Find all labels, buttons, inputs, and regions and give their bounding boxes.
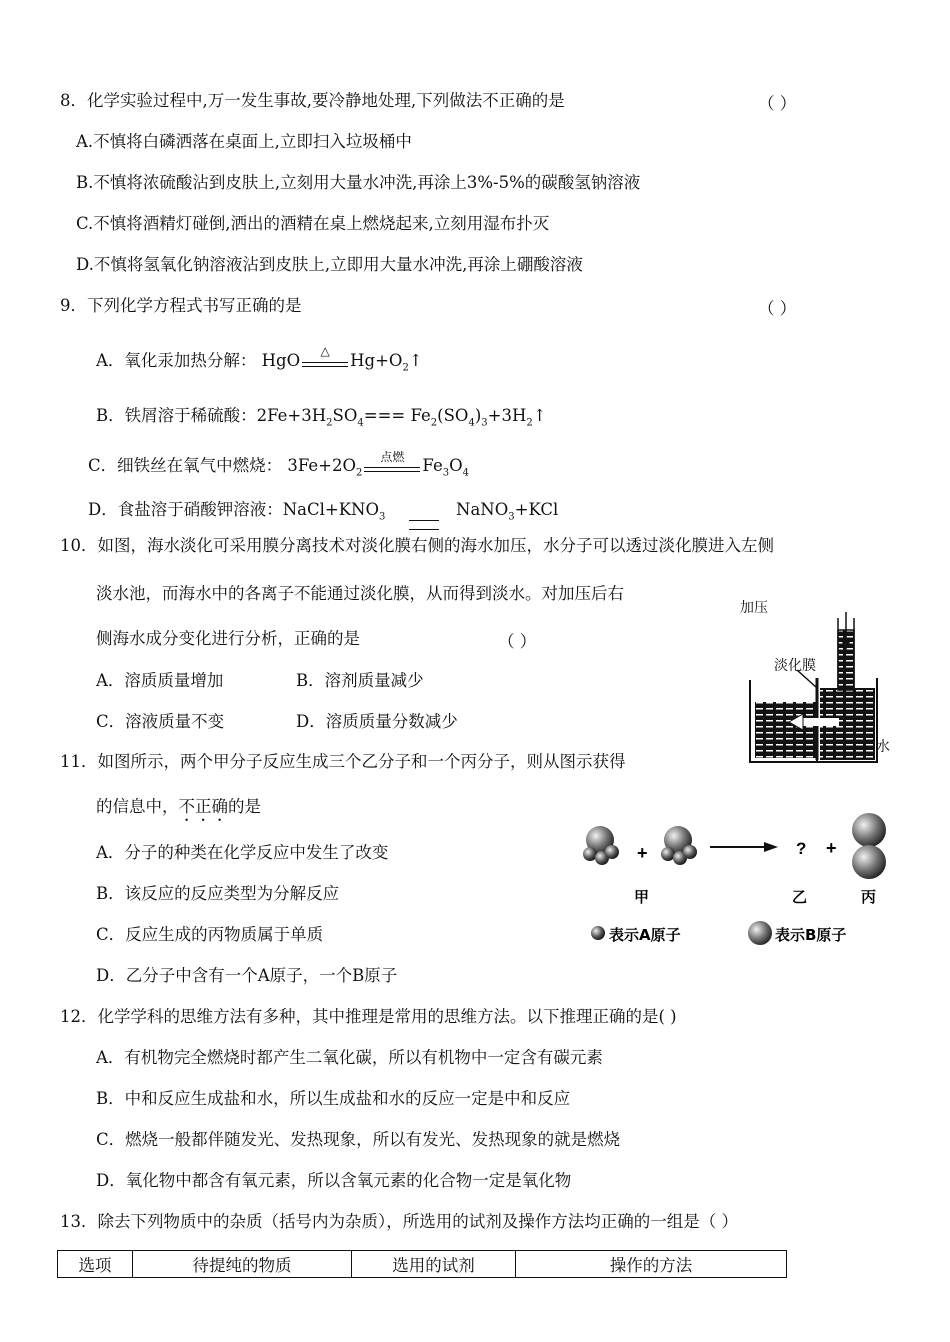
molecule-jia-2 xyxy=(661,826,697,865)
q9-option-c: C．细铁丝在氧气中燃烧： $3Fe+2O_2$ 点燃 $Fe_3O_4$ xyxy=(88,449,470,479)
q9-a-right: Hg+O xyxy=(350,351,403,370)
label-jia: 甲 xyxy=(634,888,650,906)
q9-c-eqsign xyxy=(364,449,420,478)
q8-answer-paren: （ ） xyxy=(758,94,797,113)
q12-stem: 12．化学学科的思维方法有多种，其中推理是常用的思维方法。以下推理正确的是( ) xyxy=(60,1007,677,1026)
q11-option-b: B．该反应的反应类型为分解反应 xyxy=(96,884,340,903)
q10-answer-paren: （ ） xyxy=(498,632,537,651)
q10-option-d: D．溶质质量分数减少 xyxy=(296,712,458,731)
q10-option-b: B．溶剂质量减少 xyxy=(296,671,424,690)
up-arrow-icon: ↑ xyxy=(408,351,423,370)
up-arrow-icon: ↑ xyxy=(532,406,547,425)
q9-c-label: C．细铁丝在氧气中燃烧： xyxy=(88,456,283,475)
q13-table xyxy=(57,1250,787,1278)
q11-line1: 11．如图所示，两个甲分子反应生成三个乙分子和一个丙分子，则从图示获得 xyxy=(60,752,626,771)
q10-line3: 侧海水成分变化进行分析，正确的是 xyxy=(96,629,360,648)
q10-line2: 淡水池，而海水中的各离子不能通过淡化膜，从而得到淡水。对加压后右 xyxy=(96,584,624,603)
q8-option-a: A.不慎将白磷洒落在桌面上,立即扫入垃圾桶中 xyxy=(76,132,412,151)
q9-d-equals xyxy=(409,520,439,530)
q9-d-products: NaNO$_3$+KCl xyxy=(456,500,559,523)
q12-option-a: A．有机物完全燃烧时都产生二氧化碳，所以有机物中一定含有碳元素 xyxy=(96,1048,603,1067)
q8-option-c: C.不慎将酒精灯碰倒,洒出的酒精在桌上燃烧起来,立刻用湿布扑灭 xyxy=(76,214,550,233)
legend-a: 表示A原子 xyxy=(609,926,681,944)
q9-c-left: 3Fe+2O xyxy=(287,456,357,475)
q9-option-a: A．氧化汞加热分解： HgO △ $Hg+O_2↑$ xyxy=(96,343,423,374)
plus-1: + xyxy=(637,843,648,863)
q12-option-b: B．中和反应生成盐和水，所以生成盐和水的反应一定是中和反应 xyxy=(96,1089,571,1108)
q10-line1: 10．如图，海水淡化可采用膜分离技术对淡化膜右侧的海水加压，水分子可以透过淡化膜进入左侧 xyxy=(60,536,774,555)
q9-a-eqsign xyxy=(302,343,348,373)
q12-option-d: D．氧化物中都含有氧元素，所以含氧元素的化合物一定是氧化物 xyxy=(96,1171,572,1190)
header-substance: 待提纯的物质 xyxy=(133,1251,352,1278)
q10-option-c: C．溶液质量不变 xyxy=(96,712,225,731)
q9-c-right: Fe xyxy=(422,456,443,475)
label-yi: 乙 xyxy=(792,888,808,906)
q13-stem: 13．除去下列物质中的杂质（括号内为杂质），所选用的试剂及操作方法均正确的一组是（ ） xyxy=(60,1212,738,1231)
q9-b-text: B．铁屑溶于稀硫酸：2Fe+3H xyxy=(96,406,327,425)
q9-stem: 9．下列化学方程式书写正确的是 xyxy=(60,296,302,315)
fig-press-label: 加压 xyxy=(740,600,768,616)
q12-option-c: C．燃烧一般都伴随发光、发热现象，所以有发光、发热现象的就是燃烧 xyxy=(96,1130,621,1149)
q11-option-a: A．分子的种类在化学反应中发生了改变 xyxy=(96,843,389,862)
header-reagent: 选用的试剂 xyxy=(352,1251,516,1278)
fig-membrane-label: 淡化膜 xyxy=(774,658,816,674)
molecule-jia-1 xyxy=(583,826,619,865)
q11-line2 xyxy=(96,796,261,825)
table-header-row xyxy=(58,1251,787,1278)
svg-text:+: + xyxy=(826,838,837,858)
q9-d-right: NaNO xyxy=(456,500,509,519)
q11-option-c: C．反应生成的丙物质属于单质 xyxy=(96,925,324,944)
q11-line2-pre: 的信息中， xyxy=(96,797,179,816)
q9-a-label: A．氧化汞加热分解： xyxy=(96,351,257,370)
q9-b-rest: SO xyxy=(332,406,358,425)
q9-option-d: D．食盐溶于硝酸钾溶液：$NaCl+KNO_3$ xyxy=(88,500,386,523)
desalination-diagram xyxy=(745,610,885,770)
reaction-diagram xyxy=(578,810,908,950)
q9-option-b: B．铁屑溶于稀硫酸：$2Fe+3H_2SO_4===$ $Fe_2(SO_4)_3+3H_2↑$ xyxy=(96,406,547,429)
svg-text:?: ? xyxy=(796,839,807,858)
legend-b: 表示B原子 xyxy=(775,926,847,944)
q8-option-d: D.不慎将氢氧化钠溶液沾到皮肤上,立即用大量水冲洗,再涂上硼酸溶液 xyxy=(76,255,583,274)
q9-answer-paren: （ ） xyxy=(758,299,797,318)
fig-water-label: 水 xyxy=(876,739,890,755)
q9-b-eq: === xyxy=(363,406,406,425)
q9-b-right: Fe xyxy=(410,406,431,425)
q11-option-d: D．乙分子中含有一个A原子，一个B原子 xyxy=(96,966,398,985)
q9-a-left: HgO xyxy=(261,351,301,370)
q8-stem: 8．化学实验过程中,万一发生事故,要冷静地处理,下列做法不正确的是 xyxy=(60,91,565,110)
header-method: 操作的方法 xyxy=(516,1251,787,1278)
q8-option-b: B.不慎将浓硫酸沾到皮肤上,立刻用大量水冲洗,再涂上3%-5%的碳酸氢钠溶液 xyxy=(76,173,641,192)
header-option: 选项 xyxy=(58,1251,133,1278)
q10-option-a: A．溶质质量增加 xyxy=(96,671,224,690)
q11-line2-post: 的是 xyxy=(228,797,261,816)
q9-d-tail: +KCl xyxy=(514,500,559,519)
label-bing: 丙 xyxy=(861,888,877,906)
q11-emphasis: 不正确 xyxy=(178,797,228,816)
heat-triangle-icon: △ xyxy=(320,343,330,358)
q9-c-condition: 点燃 xyxy=(380,449,405,464)
q9-d-label: D．食盐溶于硝酸钾溶液：NaCl+KNO xyxy=(88,500,380,519)
